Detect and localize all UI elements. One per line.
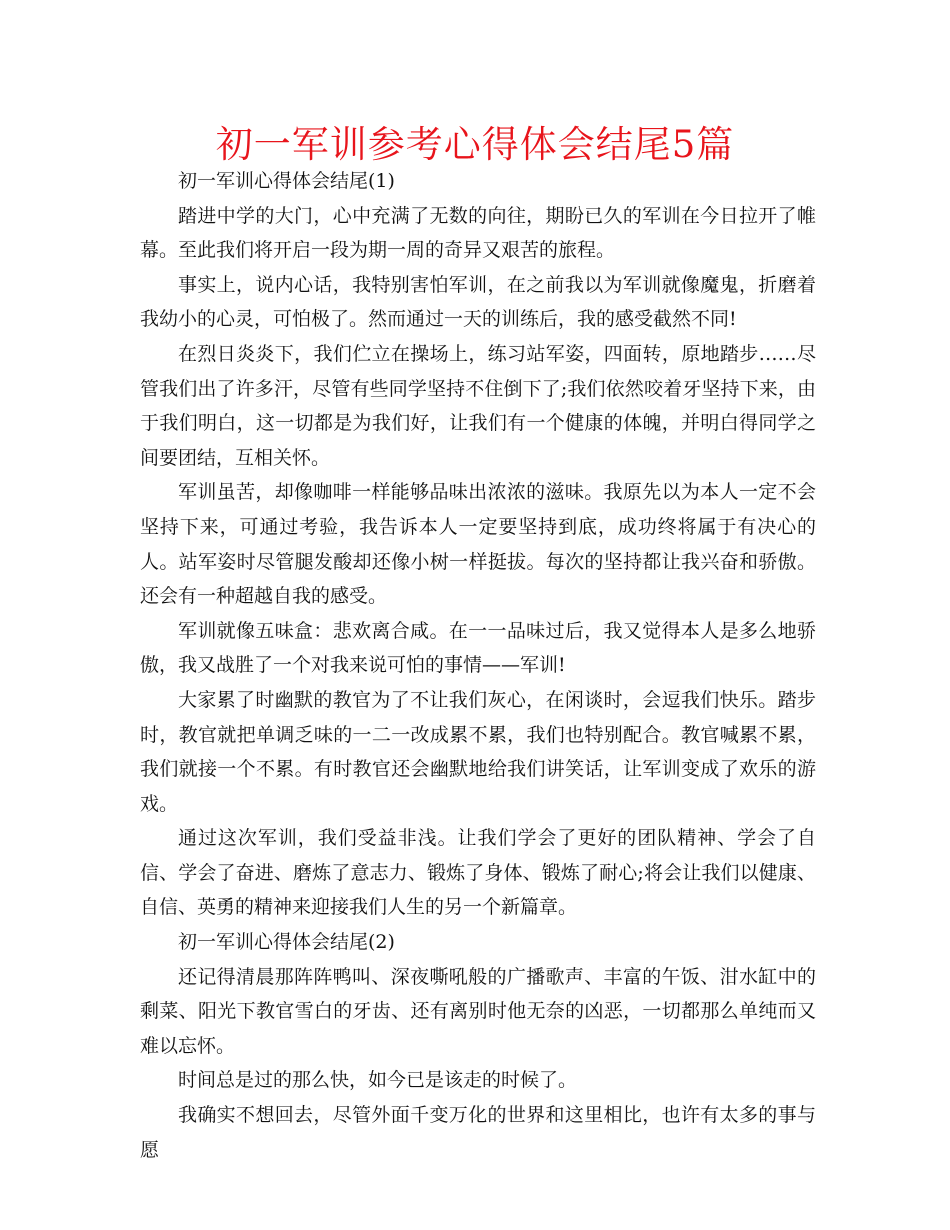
paragraph: 军训就像五味盒：悲欢离合咸。在一一品味过后，我又觉得本人是多么地骄傲，我又战胜了一个对我来说可怕的事情——军训! [140, 619, 816, 677]
paragraph: 通过这次军训，我们受益非浅。让我们学会了更好的团队精神、学会了自信、学会了奋进、磨炼了意志力、锻炼了身体、锻炼了耐心;将会让我们以健康、自信、英勇的精神来迎接我们人生的另一个新篇章。 [140, 827, 816, 919]
paragraph: 我确实不想回去，尽管外面千变万化的世界和这里相比，也许有太多的事与愿 [140, 1104, 816, 1161]
paragraph: 事实上，说内心话，我特别害怕军训，在之前我以为军训就像魔鬼，折磨着我幼小的心灵，可怕极了。然而通过一天的训练后，我的感受截然不同! [140, 273, 816, 331]
document-title: 初一军训参考心得体会结尾5篇 [215, 123, 735, 166]
paragraph: 还记得清晨那阵阵鸭叫、深夜嘶吼般的广播歌声、丰富的午饭、泔水缸中的剩菜、阳光下教官雪白的牙齿、还有离别时他无奈的凶恶，一切都那么单纯而又难以忘怀。 [140, 965, 816, 1057]
paragraph: 踏进中学的大门，心中充满了无数的向往，期盼已久的军训在今日拉开了帷幕。至此我们将开启一段为期一周的奇异又艰苦的旅程。 [140, 204, 816, 262]
paragraph: 时间总是过的那么快，如今已是该走的时候了。 [178, 1069, 578, 1092]
section-heading-1: 初一军训心得体会结尾(1) [178, 170, 395, 192]
document-body [140, 164, 816, 1167]
paragraph: 大家累了时幽默的教官为了不让我们灰心，在闲谈时，会逗我们快乐。踏步时，教官就把单调乏味的一二一改成累不累，我们也特别配合。教官喊累不累，我们就接一个不累。有时教官还会幽默地给我们讲笑话，让军训变成了欢乐的游戏。 [140, 688, 816, 815]
section-heading-2: 初一军训心得体会结尾(2) [178, 931, 395, 954]
paragraph: 在烈日炎炎下，我们伫立在操场上，练习站军姿，四面转，原地踏步……尽管我们出了许多汗，尽管有些同学坚持不住倒下了;我们依然咬着牙坚持下来，由于我们明白，这一切都是为我们好，让我们有一个健康的体魄，并明白得同学之间要团结，互相关怀。 [140, 342, 816, 469]
paragraph: 军训虽苦，却像咖啡一样能够品味出浓浓的滋味。我原先以为本人一定不会坚持下来，可通过考验，我告诉本人一定要坚持到底，成功终将属于有决心的人。站军姿时尽管腿发酸却还像小树一样挺拔。每次的坚持都让我兴奋和骄傲。还会有一种超越自我的感受。 [140, 481, 816, 608]
